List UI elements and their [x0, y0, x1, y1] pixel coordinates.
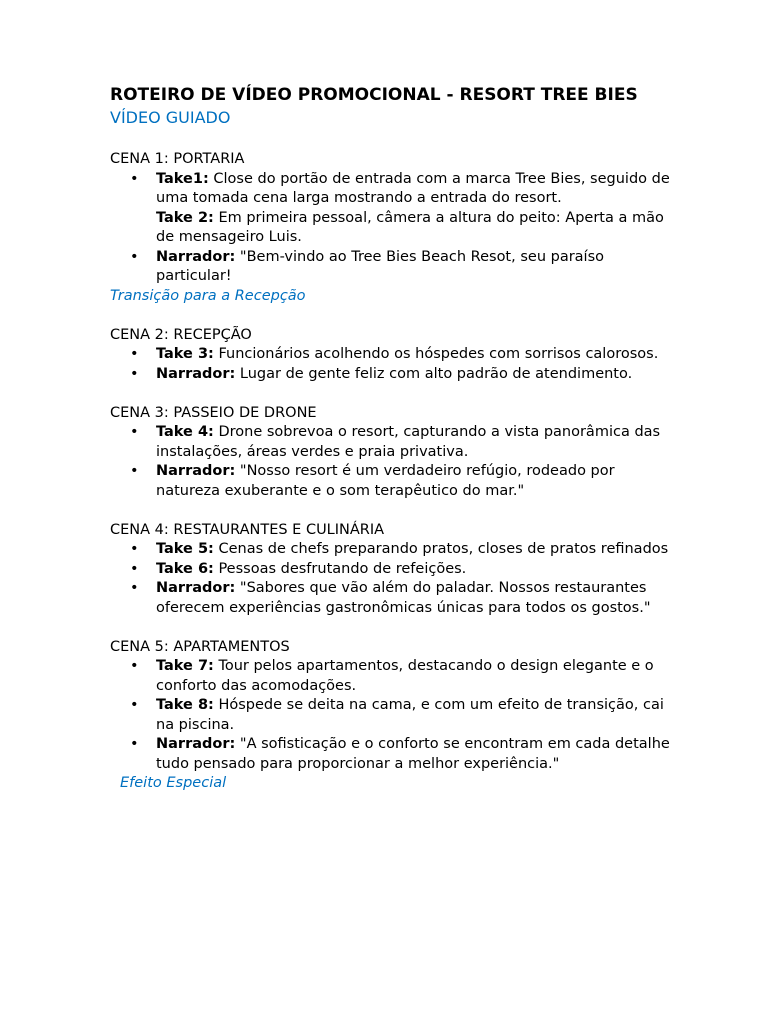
narrator-text: "Nosso resort é um verdadeiro refúgio, rodeado por natureza exuberante e o som terapêutico do mar.": [156, 463, 615, 499]
take-text: Hóspede se deita na cama, e com um efeito de transição, cai na piscina.: [156, 697, 664, 733]
narrator-item: [110, 579, 670, 618]
scene-3: [110, 404, 670, 502]
scene-4: [110, 521, 670, 619]
narrator-label: Narrador:: [156, 736, 236, 752]
narrator-item: [110, 735, 670, 774]
narrator-text: Lugar de gente feliz com alto padrão de atendimento.: [235, 365, 633, 382]
narrator-label: Narrador:: [156, 463, 236, 479]
scene-heading: CENA 1: PORTARIA: [110, 151, 245, 167]
narrator-text: "A sofisticação e o conforto se encontram em cada detalhe tudo pensado para proporcionar a melhor experiência.": [156, 736, 670, 772]
take-item: [110, 560, 670, 580]
narrator-item: [110, 248, 670, 287]
take-text: Tour pelos apartamentos, destacando o design elegante e o conforto das acomodações.: [156, 658, 654, 694]
narrator-text: "Sabores que vão além do paladar. Nossos restaurantes oferecem experiências gastronômicas únicas para todos os gostos.": [156, 580, 651, 616]
scene-take-list: [110, 170, 670, 287]
take-label: Take 7:: [156, 658, 214, 674]
scene-take-list: [110, 345, 670, 384]
take-item: [110, 540, 670, 560]
take-item: [110, 345, 670, 365]
take-item: [110, 423, 670, 462]
take-label: Take 6:: [156, 560, 214, 577]
take-label: Take 4:: [156, 424, 214, 440]
scene-take-list: [110, 657, 670, 774]
take-item: [110, 209, 670, 248]
special-effect-note: Efeito Especial: [120, 775, 227, 791]
narrator-label: Narrador:: [156, 365, 236, 382]
scene-2: [110, 326, 670, 385]
transition-note: Transição para a Recepção: [110, 287, 306, 304]
spacer: [110, 306, 670, 326]
take-label: Take 8:: [156, 697, 214, 713]
document-page: [110, 84, 670, 794]
take-text: Funcionários acolhendo os hóspedes com sorrisos calorosos.: [213, 346, 659, 362]
narrator-label: Narrador:: [156, 580, 236, 596]
narrator-item: [110, 462, 670, 501]
scene-take-list: [110, 540, 670, 618]
take-text: Close do portão de entrada com a marca Tree Bies, seguido de uma tomada cena larga mostrando a entrada do resort.: [156, 170, 670, 206]
take-item: [110, 170, 670, 209]
narrator-text: "Bem-vindo ao Tree Bies Beach Resot, seu paraíso particular!: [156, 248, 605, 284]
take-text: Pessoas desfrutando de refeições.: [213, 560, 467, 577]
take-item: [110, 696, 670, 735]
take-text: Drone sobrevoa o resort, capturando a vista panorâmica das instalações, áreas verdes e praia privativa.: [156, 424, 661, 460]
take-text: Em primeira pessoal, câmera a altura do peito: Aperta a mão de mensageiro Luis.: [156, 209, 664, 245]
narrator-label: Narrador:: [156, 248, 236, 265]
scene-5: [110, 638, 670, 794]
scene-heading: CENA 5: APARTAMENTOS: [110, 638, 290, 655]
take-label: Take 3:: [156, 346, 214, 362]
scene-heading: CENA 2: RECEPÇÃO: [110, 326, 252, 343]
take-label: Take 2:: [156, 209, 214, 226]
narrator-item: [110, 365, 670, 385]
take-text: Cenas de chefs preparando pratos, closes de pratos refinados: [213, 541, 669, 557]
take-item: [110, 657, 670, 696]
scene-1: [110, 150, 670, 306]
document-title: ROTEIRO DE VÍDEO PROMOCIONAL - RESORT TREE BIES: [110, 85, 638, 105]
scene-heading: CENA 4: RESTAURANTES E CULINÁRIA: [110, 521, 385, 538]
scene-take-list: [110, 423, 670, 501]
take-label: Take 5:: [156, 541, 214, 557]
document-subtitle: VÍDEO GUIADO: [110, 108, 231, 127]
scene-heading: CENA 3: PASSEIO DE DRONE: [110, 404, 317, 421]
take-label: Take1:: [156, 170, 209, 187]
